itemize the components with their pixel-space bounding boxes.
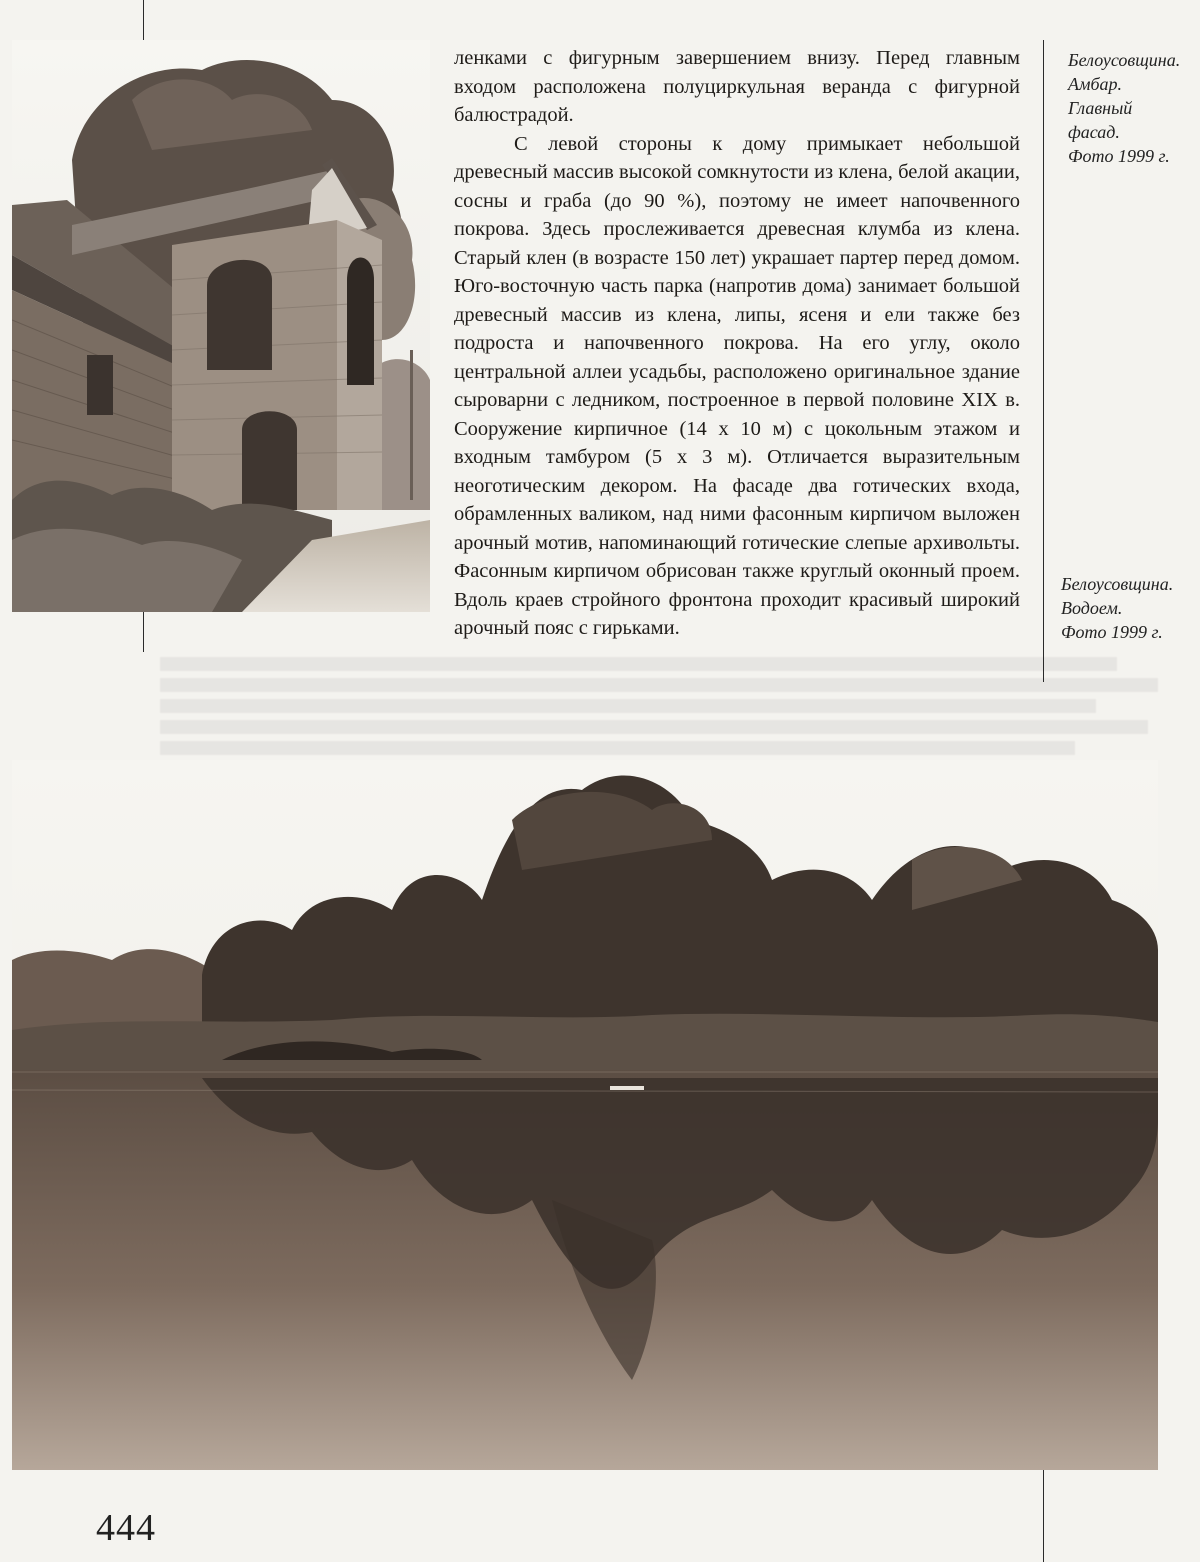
caption-line: Амбар. xyxy=(1068,74,1123,94)
left-margin-rule-bottom xyxy=(143,612,144,652)
caption-line: Фото 1999 г. xyxy=(1061,622,1163,642)
paragraph-continued: ленками с фигурным завершением внизу. Перед главным входом расположена полуциркульная веранда с фигурной балюстрадой. xyxy=(454,47,1020,126)
page-number: 444 xyxy=(96,1507,156,1549)
pond-photo xyxy=(12,760,1158,1470)
body-text xyxy=(454,44,1020,643)
caption-line: Белоусовщина. xyxy=(1068,50,1181,70)
right-margin-rule-lower xyxy=(1043,1470,1044,1562)
pond-photo-caption xyxy=(1061,572,1200,644)
right-margin-rule xyxy=(1043,40,1044,682)
paragraph: С левой стороны к дому примыкает небольшой древесный массив высокой сомкнутости из клена, белой акации, сосны и граба (до 90 %), поэтому не имеет напочвенного покрова. Здесь прослеживается древесная клумба из клена. Старый клен (в возрасте 150 лет) украшает партер перед домом. Юго-восточную часть парка (напротив дома) занимает большой древесный массив из клена, липы, ясеня и ели также без подроста и напочвенного покрова. На его углу, около центральной аллеи усадьбы, расположено оригинальное здание сыроварни с ледником, построенное в первой половине XIX в. Сооружение кирпичное (14 х 10 м) с цокольным этажом и входным тамбуром (5 х 3 м). Отличается выразительным неоготическим декором. На фасаде два готических входа, обрамленных валиком, над ними фасонным кирпичом выложен арочный мотив, напоминающий готические слепые архивольты. Фасонным кирпичом обрисован также круглый оконный проем. Вдоль краев стройного фронтона проходит красивый широкий арочный пояс с гирьками. xyxy=(454,132,1020,639)
caption-line: фасад. xyxy=(1068,122,1120,142)
caption-line: Водоем. xyxy=(1061,598,1123,618)
barn-photo xyxy=(12,40,430,612)
left-margin-rule-top xyxy=(143,0,144,40)
caption-line: Фото 1999 г. xyxy=(1068,146,1170,166)
caption-line: Белоусовщина. xyxy=(1061,574,1174,594)
barn-photo-caption xyxy=(1068,48,1200,168)
caption-line: Главный xyxy=(1068,98,1133,118)
